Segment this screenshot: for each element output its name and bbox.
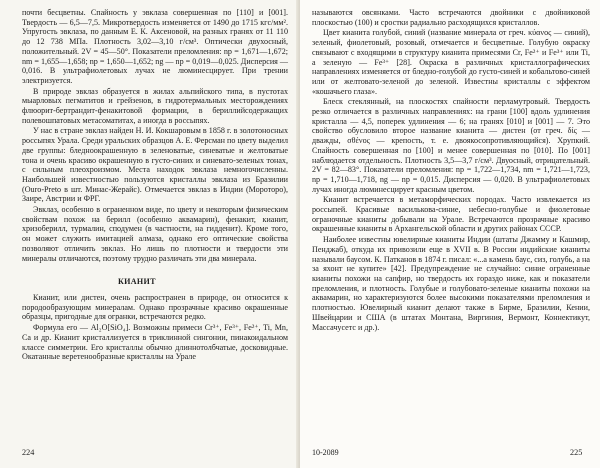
paragraph-7: называются овсянками. Часто встречаются двойники с двойниковой плоскостью (100) и сростки радиально расходящихся кристаллов. — [312, 8, 590, 27]
page-number-right: 225 — [570, 448, 583, 457]
right-column — [312, 8, 590, 332]
printer-signature: 10-2089 — [312, 448, 339, 457]
paragraph-5: Кианит, или дистен, очень распространен в природе, он относится к породообразующим минералам. Однако прозрачные красиво окрашенные образцы, пригодные для огранки, встречаются редко. — [22, 292, 288, 322]
paragraph-3: У нас в стране эвклаз найден Н. И. Кокшаровым в 1858 г. в золотоносных россыпях Урала. Среди уральских образцов А. Е. Ферсман по цвету выделил две группы: бледноокрашенную в зеленоватые, синеватые и желтоватые тона и очень красиво окрашенную в густо-синих и синевато-зеленых тонах, с сильным плеохроизмом. Места находок эвклаза немногочисленны. Наибольшей известностью пользуются кристаллы эвклаза из Бразилии (Ouro-Preto в шт. Минас-Жерайс). Отмечается эвклаз в Индии (Мороторо), Заире, Австрии и ФРГ. — [22, 126, 288, 204]
paragraph-2: В природе эвклаз образуется в жилах альпийского типа, в пустотах мыарловых пегматитов и грейзенов, в гидротермальных месторождениях флюорит-бертрандит-фенакитовой формации, в бериллийсодержащих полевошпатовых метасоматитах, а иногда в россыпях. — [22, 86, 288, 125]
paragraph-10: Кианит встречается в метаморфических породах. Часто извлекается из россыпей. Красивые василькова-синие, небесно-голубые и фиолетовые ограночные кианиты добывали на Урале. Встречаются прозрачные красиво окрашенные кианиты в Архангельской области и других районах СССР. — [312, 195, 590, 234]
paragraph-6: Формула его — Al₂O[SiO₄]. Возможны примеси Cr³⁺, Fe³⁺, Fe²⁺, Ti, Mn, Ca и др. Кианит кристаллизуется в триклинной сингонии, пинакоидальном классе симметрии. Его кристаллы обычно длиннотолбчатые, досковидные. Окатанные веретенообразные кристаллы на Урале — [22, 323, 288, 362]
right-page — [300, 0, 600, 468]
section-spacer — [22, 263, 288, 277]
left-column — [22, 8, 288, 362]
paragraph-11: Наиболее известны ювелирные кианиты Индии (штаты Джамму и Кашмир, Пенджаб), откуда их привозили еще в XVII в. В России индийские кианиты называли баусом. К. Патканов в 1874 г. писал: «...а камень баус, сиз, голубь, а на за яхонт не купите» [42]. Предупреждение не случайно: синие ограненные кианиты похожи на сапфир, но твердость их гораздо ниже, как и показатели преломления, и плотность. Голубые и голубовато-зеленые кианиты похожи на аквамарин, но характеризуются более высокими показателями преломления и плотностью. Ювелирный кианит делают также в Бирме, Бразилии, Кении, Швейцарии и США (в штатах Монтана, Виргиния, Вермонт, Коннектикут, Массачусетс и др.). — [312, 235, 590, 332]
paragraph-8: Цвет кианита голубой, синий (название минерала от греч. κύανος — синий), зеленый, фиолетовый, розовый, отмечается и бесцветные. Голубую окраску связывают с входящими в структуру кианита примесями Cr, Fe²⁺ и Fe³⁺ или Ti, а зеленую — Fe³⁺ [28]. Окраска в различных кристаллографических направлениях изменяется от бледно-голубой до густо-синей и кобальтово-синей или от желтовато-зеленой до зеленой. Известны кристаллы с эффектом «кошачьего глаза». — [312, 28, 590, 96]
paragraph-1: почти бесцветны. Спайность у эвклаза совершенная по [110] и [001]. Твердость — 6,5—7,5. Микротвердость изменяется от 1490 до 1715 кгс/мм². Упругость эвклаза, по данным Е. К. Аксеновой, на разных гранях от 11 110 до 12 738 МПа. Плотность 3,02—3,10 г/см³. Оптически двухосный, положительный. 2V = 45—50°. Показатели преломления: nр = 1,671—1,672; nm = 1,655—1,658; nр = 1,650—1,652; ng — nр = 0,019—0,025. Дисперсия — 0,016. В ультрафиолетовых лучах не люминесцирует. При трении электризуется. — [22, 8, 288, 85]
paragraph-4: Эвклаз, особенно в ограненном виде, по цвету и некоторым физическим свойствам похож на берилл (особенно аквамарин), фенакит, кианит, хризоберилл, турмалин, сподумен (в частности, на гидденит). Кроме того, он может служить имитацией алмаза, однако его оптические свойства позволяют отличить эвклаз. Но лишь по плотности и твердости эти минералы отличаются, поэтому трудно различать эти два минерала. — [22, 205, 288, 263]
page-number-left: 224 — [22, 448, 35, 457]
section-heading: КИАНИТ — [118, 277, 156, 287]
paragraph-9: Блеск стеклянный, на плоскостях спайности перламутровый. Твердость резко отличается в различных направлениях: на грани [100] вдоль удлинения кристалла — 4,5, поперек удлинения — 6; на гранях [010] и [001] — 7. Это свойство обусловило второе название кианита — дистен (от греч. δίς — дважды, σθένος — крепость, т. е. двоякосопротивляющийся). Хрупкий. Спайность совершенная по [100] и менее совершенная по [010]. По [001] наблюдается отдельность. Плотность 3,5—3,7 г/см³. Двуосный, отрицательный. 2V = 82—83°. Показатели преломления: nр = 1,722—1,734, nm = 1,721—1,723, nр = 1,710—1,718, ng — nр = 0,015. Дисперсия — 0,020. В ультрафиолетовых лучах иногда люминесцирует красным цветом. — [312, 97, 590, 194]
